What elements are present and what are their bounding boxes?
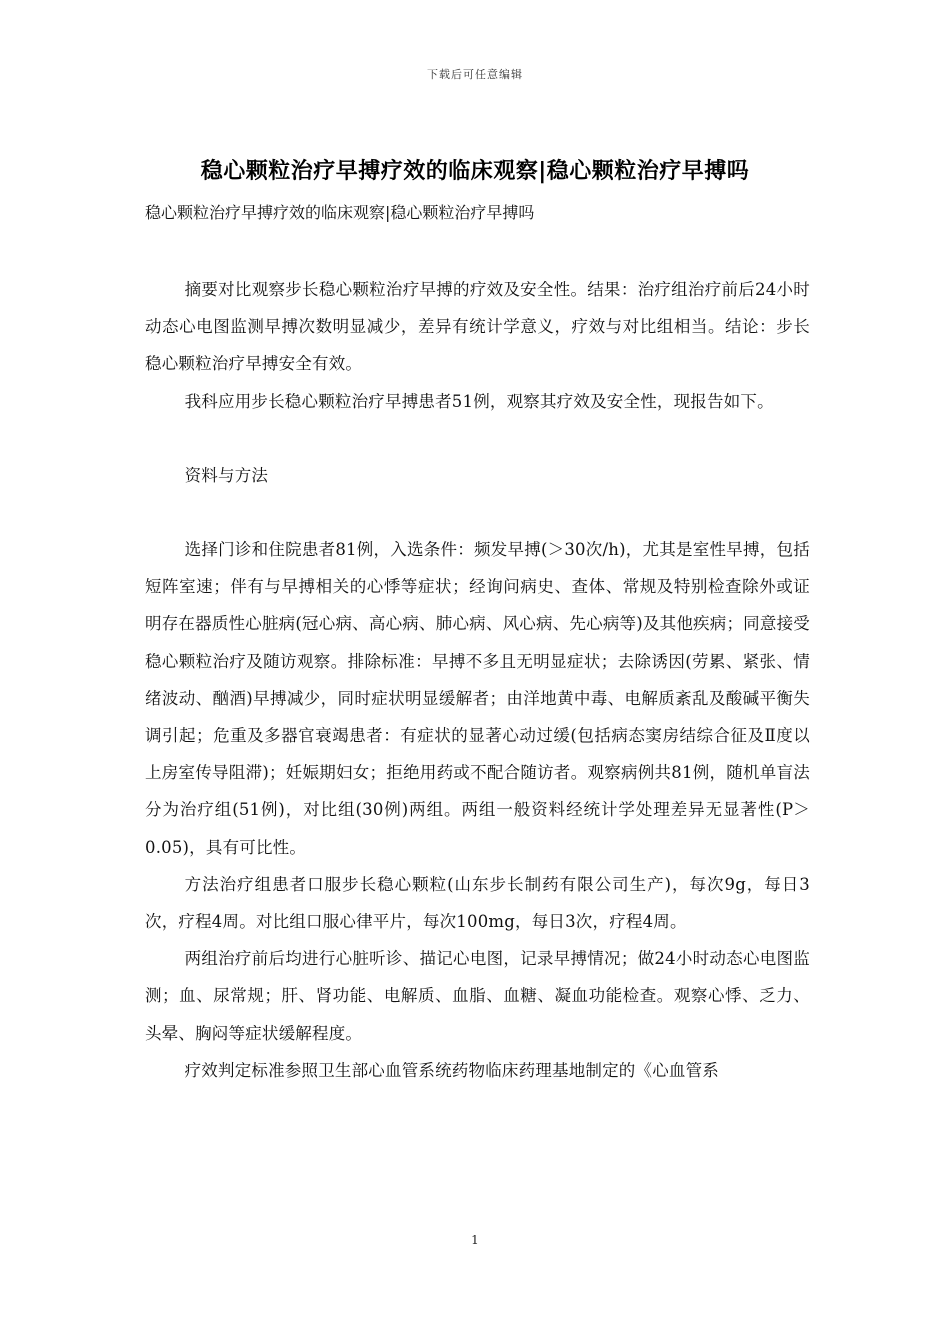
- criteria-paragraph: 疗效判定标准参照卫生部心血管系统药物临床药理基地制定的《心血管系: [184, 1060, 719, 1080]
- document-body: [145, 271, 810, 1089]
- patients-paragraph: 选择门诊和住院患者81例，入选条件：频发早搏(＞30次/h)，尤其是室性早搏，包括短阵室速；伴有与早搏相关的心悸等症状；经询问病史、查体、常规及特别检查除外或证明存在器质性心脏病(冠心病、高心病、肺心病、风心病、先心病等)及其他疾病；同意接受稳心颗粒治疗及随访观察。排除标准：早搏不多且无明显症状；去除诱因(劳累、紧张、情绪波动、酗酒)早搏减少，同时症状明显缓解者；由洋地黄中毒、电解质紊乱及酸碱平衡失调引起；危重及多器官衰竭患者：有症状的显著心动过缓(包括病态窦房结综合征及Ⅱ度以上房室传导阻滞)；妊娠期妇女；拒绝用药或不配合随访者。观察病例共81例，随机单盲法分为治疗组(51例)，对比组(30例)两组。两组一般资料经统计学处理差异无显著性(P＞0.05)，具有可比性。: [145, 540, 810, 857]
- intro-paragraph: 我科应用步长稳心颗粒治疗早搏患者51例，观察其疗效及安全性，现报告如下。: [184, 391, 774, 411]
- abstract-paragraph: 摘要对比观察步长稳心颗粒治疗早搏的疗效及安全性。结果：治疗组治疗前后24小时动态心电图监测早搏次数明显减少，差异有统计学意义，疗效与对比组相当。结论：步长稳心颗粒治疗早搏安全有效。: [145, 280, 810, 374]
- document-title: 稳心颗粒治疗早搏疗效的临床观察|稳心颗粒治疗早搏吗: [200, 159, 750, 184]
- page-number: 1: [471, 1233, 479, 1247]
- header-note: 下载后可任意编辑: [427, 68, 523, 81]
- methods-paragraph: 方法治疗组患者口服步长稳心颗粒(山东步长制药有限公司生产)，每次9g，每日3次，疗程4周。对比组口服心律平片，每次100mg，每日3次，疗程4周。: [145, 874, 810, 932]
- document-subtitle: 稳心颗粒治疗早搏疗效的临床观察|稳心颗粒治疗早搏吗: [145, 203, 535, 222]
- examinations-paragraph: 两组治疗前后均进行心脏听诊、描记心电图，记录早搏情况；做24小时动态心电图监测；血、尿常规；肝、肾功能、电解质、血脂、血糖、凝血功能检查。观察心悸、乏力、头晕、胸闷等症状缓解程度。: [145, 949, 810, 1043]
- section-heading-materials-methods: 资料与方法: [184, 465, 269, 485]
